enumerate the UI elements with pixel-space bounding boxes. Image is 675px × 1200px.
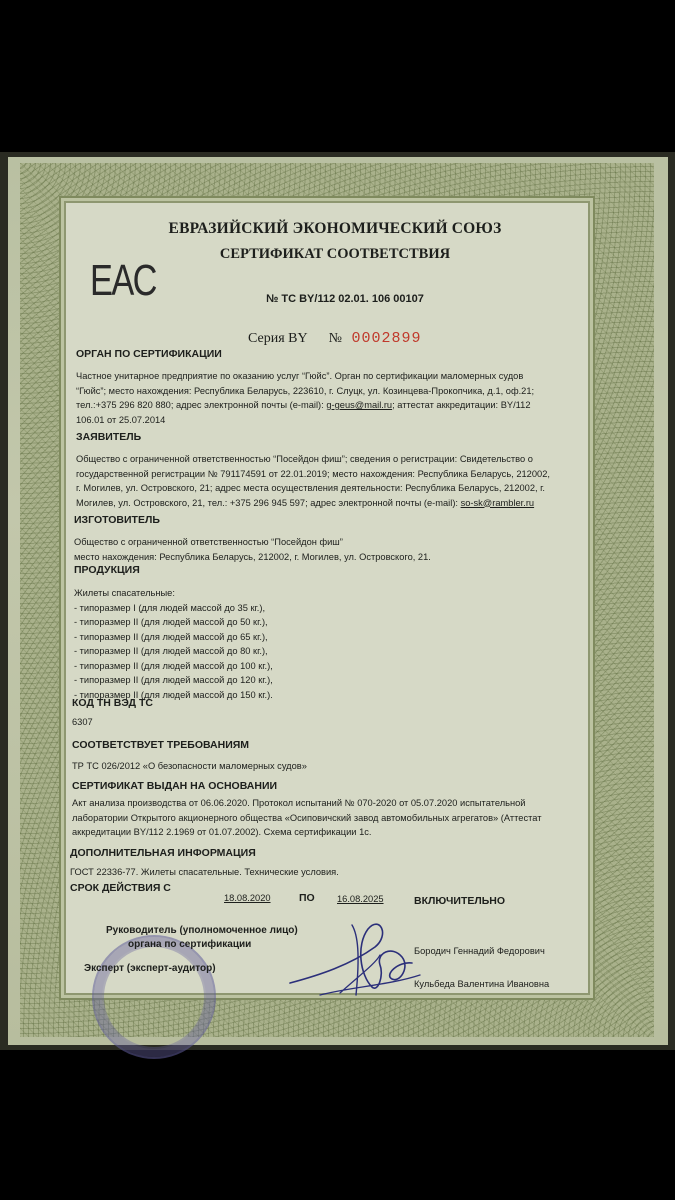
validity-label: СРОК ДЕЙСТВИЯ С — [70, 882, 171, 894]
series-line — [248, 330, 421, 347]
text-line: г. Могилев, ул. Островского, 21; адрес места осуществления деятельности: Республика Беларусь, 212002, г. — [76, 483, 546, 493]
text-line: 106.01 от 25.07.2014 — [76, 414, 166, 425]
text-segment: Могилев, ул. Островского, 21, тел.: +375 296 945 597; адрес электронной почты (e-mail): — [76, 497, 458, 508]
text-line: место нахождения: Республика Беларусь, 212002, г. Могилев, ул. Островского, 21. — [74, 551, 431, 562]
text-line: лаборатории Открытого акционерного общества «Осиповичский завод автомобильных агрегатов» (Аттестат — [72, 812, 542, 823]
code-heading: КОД ТН ВЭД ТС — [72, 697, 153, 709]
conforms-heading: СООТВЕТСТВУЕТ ТРЕБОВАНИЯМ — [72, 739, 250, 751]
head-signature-label — [106, 924, 298, 952]
list-item: - типоразмер II (для людей массой до 100 кг.), — [74, 660, 273, 671]
list-item: Жилеты спасательные: — [74, 588, 175, 598]
conforms-text: ТР ТС 026/2012 «О безопасности маломерных судов» — [72, 761, 307, 771]
extra-info-heading: ДОПОЛНИТЕЛЬНАЯ ИНФОРМАЦИЯ — [70, 847, 256, 859]
certificate-title: СЕРТИФИКАТ СООТВЕТСТВИЯ — [219, 246, 451, 262]
manufacturer-text — [74, 535, 594, 564]
text-line: Частное унитарное предприятие по оказанию услуг “Гюйс”. Орган по сертификации маломерных судов — [76, 371, 524, 381]
text-line — [76, 496, 616, 511]
products-heading: ПРОДУКЦИЯ — [74, 564, 140, 576]
manufacturer-heading: ИЗГОТОВИТЕЛЬ — [74, 514, 160, 526]
text-line: “Гюйс”; место нахождения: Республика Беларусь, 223610, г. Слуцк, ул. Козинцева-Прокопчика, д.1, оф.21; — [76, 385, 535, 396]
text-line: Общество с ограниченной ответственностью “Посейдон фиш” — [74, 537, 343, 547]
validity-from: 18.08.2020 — [224, 893, 271, 903]
text-line: Общество с ограниченной ответственностью “Посейдон фиш”; сведения о регистрации: Свидетельство о — [76, 454, 533, 464]
series-sign: № — [328, 331, 342, 346]
cert-body-text — [76, 369, 616, 427]
head-label-line: Руководитель (уполномоченное лицо) — [106, 925, 298, 936]
head-label-line: органа по сертификации — [128, 939, 252, 950]
expert-name: Кульбеда Валентина Ивановна — [414, 979, 550, 989]
text-line: Акт анализа производства от 06.06.2020. Протокол испытаний № 070-2020 от 05.07.2020 испытательной — [72, 798, 526, 808]
cert-body-email-link[interactable]: g-geus@mail.ru — [326, 400, 393, 410]
list-item: - типоразмер II (для людей массой до 80 кг.), — [74, 646, 268, 656]
cert-body-heading: ОРГАН ПО СЕРТИФИКАЦИИ — [76, 348, 222, 360]
products-list — [74, 586, 474, 702]
series-label: Серия BY — [248, 331, 308, 346]
certificate-number: № ТС BY/112 02.01. 106 00107 — [266, 293, 424, 305]
list-item: - типоразмер II (для людей массой до 50 кг.), — [74, 617, 268, 627]
eac-mark-icon: EAC — [90, 256, 156, 305]
applicant-heading: ЗАЯВИТЕЛЬ — [76, 431, 142, 443]
list-item: - типоразмер II (для людей массой до 65 кг.), — [74, 631, 268, 642]
list-item: - типоразмер I (для людей массой до 35 кг.), — [74, 602, 266, 613]
text-line: аккредитации BY/112 2.1969 от 01.07.2002). Схема сертификации 1с. — [72, 827, 372, 837]
code-value: 6307 — [72, 717, 93, 727]
validity-to: 16.08.2025 — [337, 894, 384, 904]
series-number: 0002899 — [351, 330, 422, 347]
fine-print — [420, 1014, 421, 1019]
seal-stamp-icon — [92, 935, 216, 1059]
head-name: Бородич Геннадий Федорович — [414, 946, 545, 956]
text-line: государственной регистрации № 791174591 от 22.01.2019; место нахождения: Республика Беларусь, 212002, — [76, 468, 550, 479]
list-item: - типоразмер II (для людей массой до 150 кг.). — [74, 689, 273, 700]
basis-text — [72, 796, 612, 840]
applicant-text — [76, 452, 616, 510]
applicant-email-link[interactable]: so-sk@rambler.ru — [460, 497, 535, 508]
union-title: ЕВРАЗИЙСКИЙ ЭКОНОМИЧЕСКИЙ СОЮЗ — [168, 220, 502, 237]
text-segment: ; аттестат аккредитации: BY/112 — [392, 400, 531, 410]
validity-inclusive: ВКЛЮЧИТЕЛЬНО — [414, 895, 506, 907]
basis-heading: СЕРТИФИКАТ ВЫДАН НА ОСНОВАНИИ — [72, 780, 278, 792]
text-line — [76, 398, 616, 413]
text-segment: тел.:+375 296 820 880; адрес электронной почты (e-mail): — [76, 400, 324, 410]
list-item: - типоразмер II (для людей массой до 120 кг.), — [74, 675, 273, 685]
expert-signature-label: Эксперт (эксперт-аудитор) — [84, 963, 216, 974]
validity-to-label: ПО — [299, 892, 315, 904]
handwritten-signature-icon — [280, 905, 430, 1005]
extra-info-text: ГОСТ 22336-77. Жилеты спасательные. Технические условия. — [70, 867, 339, 877]
